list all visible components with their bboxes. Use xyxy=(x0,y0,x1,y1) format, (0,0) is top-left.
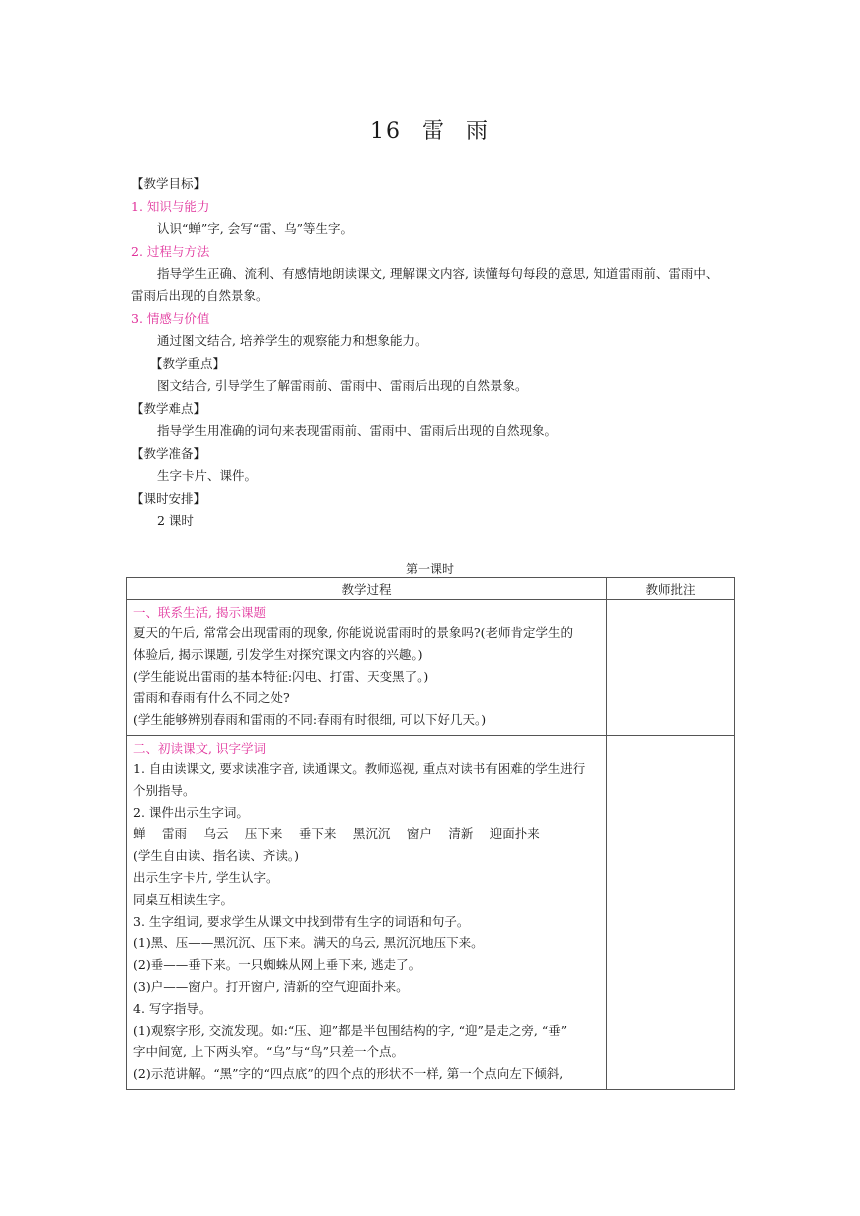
text-line: 个别指导。 xyxy=(133,782,196,798)
focus-heading: 【教学重点】 xyxy=(150,356,226,371)
text-line: 2. 课件出示生字词。 xyxy=(133,804,249,820)
focus-text: 图文结合, 引导学生了解雷雨前、雷雨中、雷雨后出现的自然景象。 xyxy=(157,378,528,393)
text-line: 出示生字卡片, 学生认字。 xyxy=(133,869,279,885)
text-line: 4. 写字指导。 xyxy=(133,1000,212,1016)
process-cell xyxy=(127,735,607,1089)
text-line: 夏天的午后, 常常会出现雷雨的现象, 你能说说雷雨时的景象吗?(老师肯定学生的 xyxy=(133,625,573,640)
section-heading: 一、联系生活, 揭示课题 xyxy=(133,605,266,620)
text-line: (学生能够辨别春雨和雷雨的不同:春雨有时很细, 可以下好几天。) xyxy=(133,712,487,728)
text-line: 字中间宽, 上下两头窄。“乌”与“鸟”只差一个点。 xyxy=(133,1044,405,1060)
process-text-2: 雷雨后出现的自然景象。 xyxy=(131,288,269,303)
notes-cell xyxy=(607,600,735,736)
process-heading: 2. 过程与方法 xyxy=(131,244,210,259)
title-char-1: 雷 xyxy=(421,119,446,144)
text-line: (3)户——窗户。打开窗户, 清新的空气迎面扑来。 xyxy=(133,978,409,994)
difficulty-text: 指导学生用准确的词句来表现雷雨前、雷雨中、雷雨后出现的自然现象。 xyxy=(157,423,558,438)
notes-column-header: 教师批注 xyxy=(607,578,735,600)
period-title: 第一课时 xyxy=(405,562,454,576)
emotion-text: 通过图文结合, 培养学生的观察能力和想象能力。 xyxy=(157,333,428,348)
difficulty-heading: 【教学难点】 xyxy=(131,401,207,416)
objectives-heading: 【教学目标】 xyxy=(131,176,207,191)
knowledge-text: 认识“蝉”字, 会写“雷、乌”等生字。 xyxy=(157,221,354,236)
preparation-text: 生字卡片、课件。 xyxy=(157,468,258,483)
text-line: 1. 自由读课文, 要求读准字音, 读通课文。教师巡视, 重点对读书有困难的学生进行 xyxy=(133,760,586,776)
table-header-row xyxy=(127,578,735,600)
text-line: 3. 生字组词, 要求学生从课文中找到带有生字的词语和句子。 xyxy=(133,913,470,929)
text-line: 雷雨和春雨有什么不同之处? xyxy=(133,690,290,706)
preparation-heading: 【教学准备】 xyxy=(131,446,207,461)
text-line: (学生能说出雷雨的基本特征:闪电、打雷、天变黑了。) xyxy=(133,668,429,684)
schedule-text: 2 课时 xyxy=(157,513,194,528)
process-cell xyxy=(127,600,607,736)
text-line: (1)观察字形, 交流发现。如:“压、迎”都是半包围结构的字, “迎”是走之旁, “垂” xyxy=(133,1022,568,1038)
lesson-plan-table xyxy=(126,577,735,1090)
text-line: (2)示范讲解。“黑”字的“四点底”的四个点的形状不一样, 第一个点向左下倾斜, xyxy=(133,1066,564,1082)
text-line: (1)黑、压——黑沉沉、压下来。满天的乌云, 黑沉沉地压下来。 xyxy=(133,935,484,951)
notes-cell xyxy=(607,735,735,1089)
process-text-1: 指导学生正确、流利、有感情地朗读课文, 理解课文内容, 读懂每句每段的意思, 知道雷雨前、雷雨中、 xyxy=(157,266,719,281)
title-char-2: 雨 xyxy=(466,119,491,144)
emotion-heading: 3. 情感与价值 xyxy=(131,311,210,326)
process-column-header: 教学过程 xyxy=(127,578,607,600)
text-line: 同桌互相读生字。 xyxy=(133,891,234,907)
table-row xyxy=(127,735,735,1089)
text-line: 体验后, 揭示课题, 引发学生对探究课文内容的兴趣。) xyxy=(133,646,423,662)
lesson-number: 16 xyxy=(369,119,402,144)
text-line: (学生自由读、指名读、齐读。) xyxy=(133,848,300,864)
schedule-heading: 【课时安排】 xyxy=(131,491,207,506)
table-row xyxy=(127,600,735,736)
section-heading: 二、初读课文, 识字学词 xyxy=(133,740,266,756)
vocab-line: 蝉 雷雨 乌云 压下来 垂下来 黑沉沉 窗户 清新 迎面扑来 xyxy=(133,826,540,842)
text-line: (2)垂——垂下来。一只蜘蛛从网上垂下来, 逃走了。 xyxy=(133,957,422,973)
lesson-title xyxy=(0,114,860,145)
knowledge-heading: 1. 知识与能力 xyxy=(131,199,210,214)
